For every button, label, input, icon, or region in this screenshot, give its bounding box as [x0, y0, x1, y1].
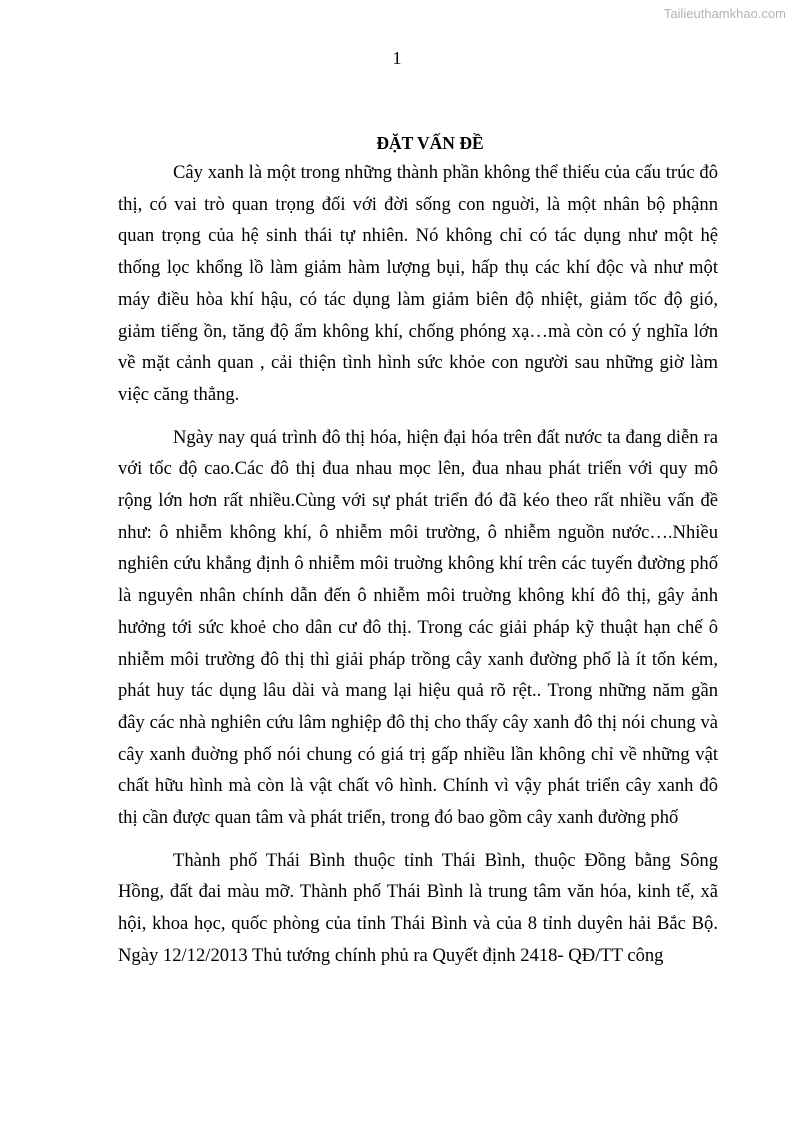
- paragraph: Ngày nay quá trình đô thị hóa, hiện đại hóa trên đất nước ta đang diễn ra với tốc độ cao.Các đô thị đua nhau mọc lên, đua nhau phát triển với quy mô rộng lớn hơn rất nhiều.Cùng với sự phát triển đó đã kéo theo rất nhiều vấn đề như: ô nhiễm không khí, ô nhiễm môi trường, ô nhiễm nguồn nước….Nhiều nghiên cứu khẳng định ô nhiễm môi truờng không khí trên các tuyến đường phố là nguyên nhân chính dẫn đến ô nhiễm môi truờng không khí đô thị, gây ảnh hưởng tới sức khoẻ cho dân cư đô thị. Trong các giải pháp kỹ thuật hạn chế ô nhiễm môi trường đô thị thì giải pháp trồng cây xanh đường phố là ít tốn kém, phát huy tác dụng lâu dài và mang lại hiệu quả rõ rệt.. Trong những năm gần đây các nhà nghiên cứu lâm nghiệp đô thị cho thấy cây xanh đô thị nói chung và cây xanh đuờng phố nói chung có giá trị gấp nhiều lần không chỉ về những vật chất hữu hình mà còn là vật chất vô hình. Chính vì vậy phát triển cây xanh đô thị cần được quan tâm và phát triển, trong đó bao gồm cây xanh đường phố: [118, 426, 718, 829]
- paragraph: Thành phố Thái Bình thuộc tỉnh Thái Bình, thuộc Đồng bằng Sông Hồng, đất đai màu mỡ. Thành phố Thái Bình là trung tâm văn hóa, kinh tế, xã hội, khoa học, quốc phòng của tỉnh Thái Bình và của 8 tỉnh duyên hải Bắc Bộ. Ngày 12/12/2013 Thủ tướng chính phủ ra Quyết định 2418- QĐ/TT công: [118, 849, 718, 966]
- paragraph: Cây xanh là một trong những thành phần không thể thiếu của cấu trúc đô thị, có vai trò quan trọng đối với đời sống con nguời, là một nhân bộ phậnn quan trọng của hệ sinh thái tự nhiên. Nó không chỉ có tác dụng như một hệ thống lọc khổng lồ làm giảm hàm lượng bụi, hấp thụ các khí độc và như một máy điều hòa khí hậu, có tác dụng làm giảm biên độ nhiệt, giảm tốc độ gió, giảm tiếng ồn, tăng độ ẩm không khí, chống phóng xạ…mà còn có ý nghĩa lớn về mặt cảnh quan , cải thiện tình hình sức khỏe con người sau những giờ làm việc căng thẳng.: [118, 162, 718, 405]
- page-number: 1: [392, 48, 402, 68]
- section-title: ĐẶT VẤN ĐỀ: [376, 133, 484, 153]
- watermark-text: Tailieuthamkhao.com: [663, 6, 786, 21]
- document-body: [118, 157, 718, 972]
